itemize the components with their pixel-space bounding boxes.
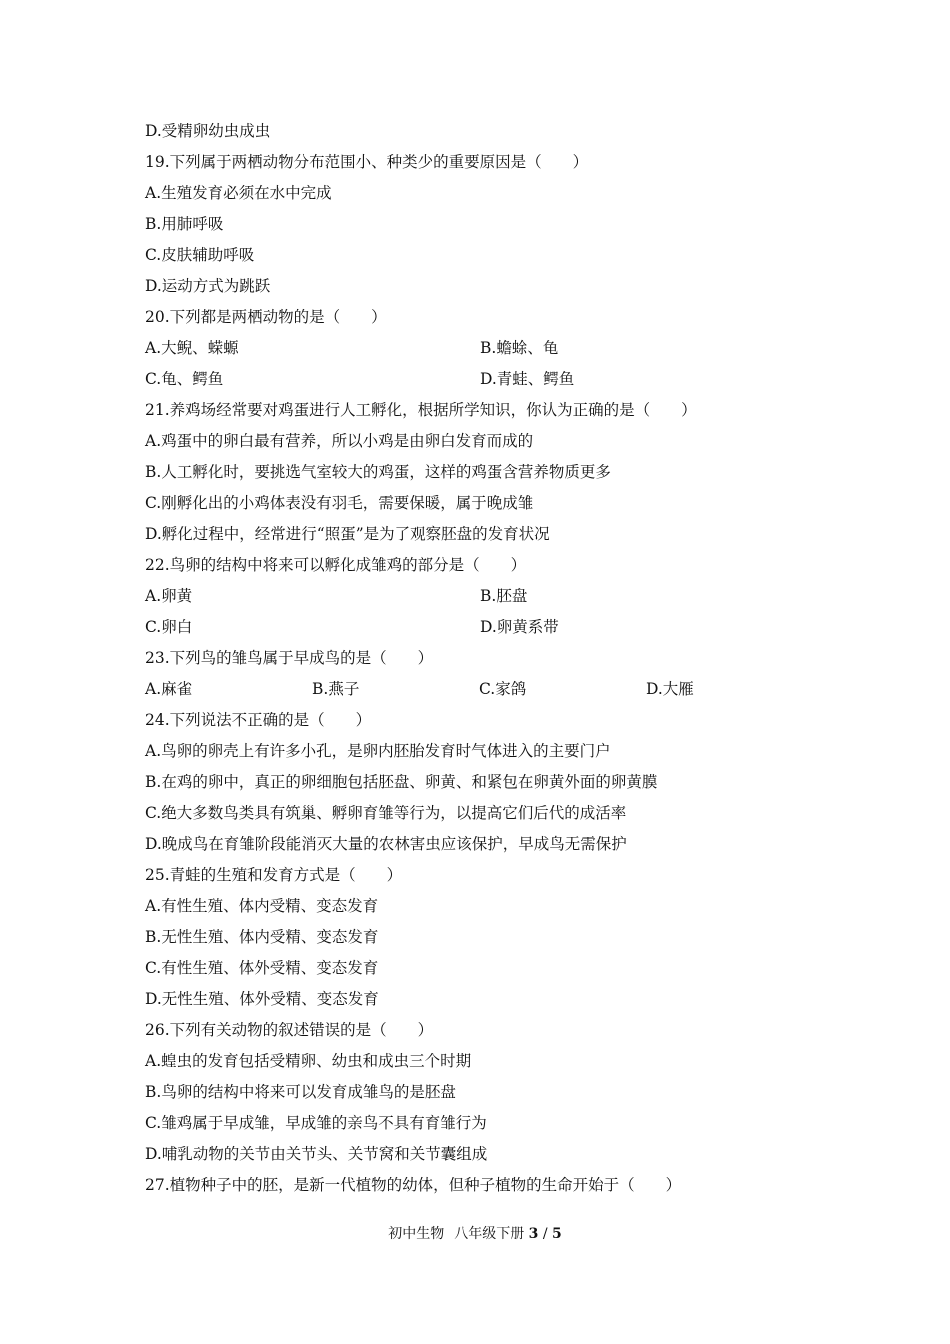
option-22-b: B.胚盘 <box>480 587 528 605</box>
question-stem-25: 25.青蛙的生殖和发育方式是（ ） <box>145 866 403 884</box>
question-stem-19: 19.下列属于两栖动物分布范围小、种类少的重要原因是（ ） <box>145 153 589 171</box>
option-21-a: A.鸡蛋中的卵白最有营养，所以小鸡是由卵白发育而成的 <box>145 432 534 450</box>
question-stem-27: 27.植物种子中的胚，是新一代植物的幼体，但种子植物的生命开始于（ ） <box>145 1176 682 1194</box>
option-24-b: B.在鸡的卵中，真正的卵细胞包括胚盘、卵黄、和紧包在卵黄外面的卵黄膜 <box>145 773 658 791</box>
option-row-22-1 <box>145 581 845 612</box>
option-19-a: A.生殖发育必须在水中完成 <box>145 184 332 202</box>
option-24-c: C.绝大多数鸟类具有筑巢、孵卵育雏等行为，以提高它们后代的成活率 <box>145 804 627 822</box>
footer-page-total: 5 <box>552 1226 562 1242</box>
option-20-c: C.龟、鳄鱼 <box>145 370 224 388</box>
option-22-a: A.卵黄 <box>145 587 193 605</box>
option-24-d: D.晚成鸟在育雏阶段能消灭大量的农林害虫应该保护，早成鸟无需保护 <box>145 835 627 853</box>
option-26-a: A.蝗虫的发育包括受精卵、幼虫和成虫三个时期 <box>145 1052 472 1070</box>
option-19-d: D.运动方式为跳跃 <box>145 277 271 295</box>
page-footer <box>0 1224 950 1244</box>
option-19-c: C.皮肤辅助呼吸 <box>145 246 255 264</box>
option-23-a: A.麻雀 <box>145 680 193 698</box>
option-row-23 <box>145 674 845 705</box>
option-26-b: B.鸟卵的结构中将来可以发育成雏鸟的是胚盘 <box>145 1083 456 1101</box>
option-22-c: C.卵白 <box>145 618 193 636</box>
footer-page-current: 3 <box>528 1226 539 1242</box>
question-stem-23: 23.下列鸟的雏鸟属于早成鸟的是（ ） <box>145 649 434 667</box>
option-26-d: D.哺乳动物的关节由关节头、关节窝和关节囊组成 <box>145 1145 488 1163</box>
question-stem-24: 24.下列说法不正确的是（ ） <box>145 711 372 729</box>
question-list <box>145 116 845 1201</box>
option-21-d: D.孵化过程中，经常进行“照蛋”是为了观察胚盘的发育状况 <box>145 525 550 543</box>
option-row-20-1 <box>145 333 845 364</box>
option-19-b: B.用肺呼吸 <box>145 215 224 233</box>
question-stem-20: 20.下列都是两栖动物的是（ ） <box>145 308 387 326</box>
option-row-20-2 <box>145 364 845 395</box>
option-25-c: C.有性生殖、体外受精、变态发育 <box>145 959 379 977</box>
option-21-b: B.人工孵化时，要挑选气室较大的鸡蛋，这样的鸡蛋含营养物质更多 <box>145 463 611 481</box>
option-23-c: C.家鸽 <box>479 680 527 698</box>
question-stem-26: 26.下列有关动物的叙述错误的是（ ） <box>145 1021 434 1039</box>
option-20-d: D.青蛙、鳄鱼 <box>480 370 575 388</box>
option-20-b: B.蟾蜍、龟 <box>480 339 559 357</box>
option-row-22-2 <box>145 612 845 643</box>
option-20-a: A.大鲵、蝾螈 <box>145 339 239 357</box>
footer-grade: 八年级下册 <box>454 1226 525 1242</box>
question-stem-22: 22.鸟卵的结构中将来可以孵化成雏鸡的部分是（ ） <box>145 556 527 574</box>
footer-page-separator: / <box>542 1226 548 1242</box>
option-25-b: B.无性生殖、体内受精、变态发育 <box>145 928 379 946</box>
option-24-a: A.鸟卵的卵壳上有许多小孔，是卵内胚胎发育时气体进入的主要门户 <box>145 742 611 760</box>
option-23-d: D.大雁 <box>646 680 694 698</box>
carry-over-option: D.受精卵幼虫成虫 <box>145 122 271 140</box>
option-21-c: C.刚孵化出的小鸡体表没有羽毛，需要保暖，属于晚成雏 <box>145 494 534 512</box>
option-22-d: D.卵黄系带 <box>480 618 559 636</box>
footer-subject: 初中生物 <box>388 1226 445 1242</box>
option-23-b: B.燕子 <box>312 680 360 698</box>
option-25-a: A.有性生殖、体内受精、变态发育 <box>145 897 379 915</box>
option-26-c: C.雏鸡属于早成雏，早成雏的亲鸟不具有育雏行为 <box>145 1114 487 1132</box>
option-25-d: D.无性生殖、体外受精、变态发育 <box>145 990 379 1008</box>
question-stem-21: 21.养鸡场经常要对鸡蛋进行人工孵化，根据所学知识，你认为正确的是（ ） <box>145 401 697 419</box>
